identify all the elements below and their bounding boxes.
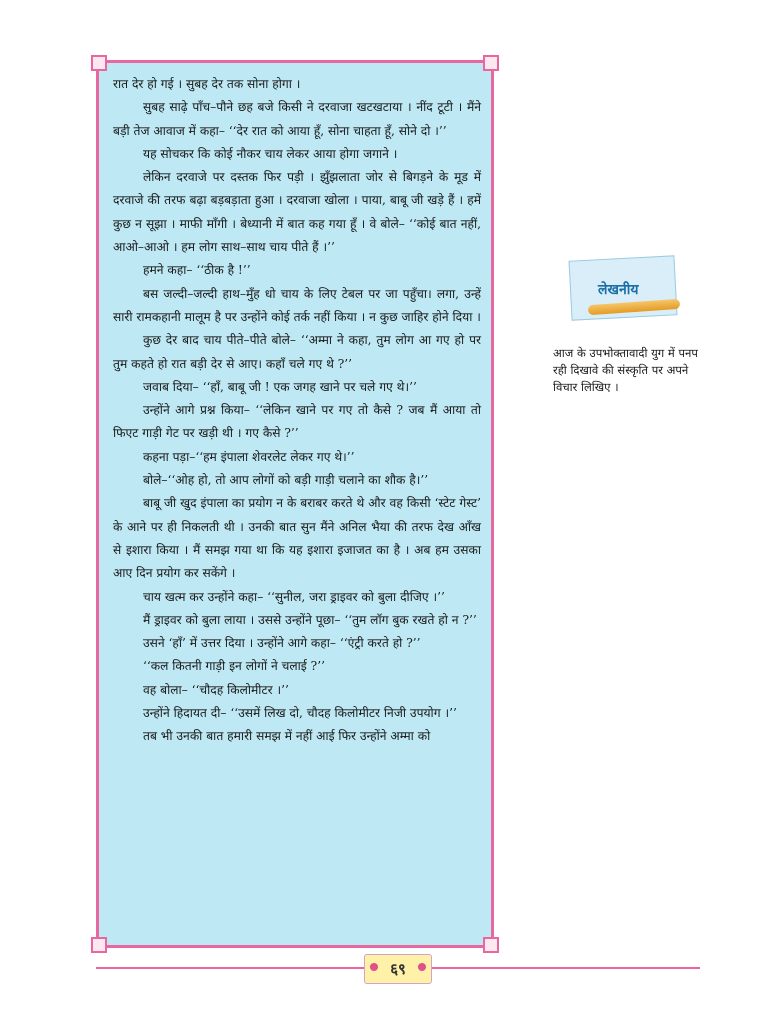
corner-ornament	[91, 55, 107, 71]
badge-label: लेखनीय	[598, 282, 639, 298]
story-paragraph: बाबू जी खुद इंपाला का प्रयोग न के बराबर करते थे और वह किसी ‘स्टेट गेस्ट’ के आने पर ही निकलती थी । उनकी बात सुन मैंने अनिल भैया की तरफ देख आँख से इशारा किया । मैं समझ गया था कि यह इशारा इजाजत का है । अब हम उसका आए दिन प्रयोग कर सकेंगे ।	[113, 496, 481, 581]
footer-rule-left	[96, 967, 364, 969]
story-paragraph: उसने ‘हाँ’ में उत्तर दिया । उन्होंने आगे कहा– ‘‘एंट्री करते हो ?’’	[143, 636, 421, 651]
story-paragraph: कुछ देर बाद चाय पीते–पीते बोले– ‘‘अम्मा ने कहा, तुम लोग आ गए हो पर तुम कहते हो रात बड़ी देर से आए। कहाँ चले गए थे ?’’	[113, 333, 481, 371]
story-body	[113, 73, 481, 749]
story-paragraph: बस जल्दी–जल्दी हाथ–मुँह धो चाय के लिए टेबल पर जा पहुँचा। लगा, उन्हें सारी रामकहानी मालूम है पर उन्होंने कोई तर्क नहीं किया । न कुछ जाहिर होने दिया ।	[113, 286, 481, 324]
story-paragraph: सुबह साढ़े पाँच–पौने छह बजे किसी ने दरवाजा खटखटाया । नींद टूटी । मैंने बड़ी तेज आवाज में कहा– ‘‘देर रात को आया हूँ, सोना चाहता हूँ, सोने दो ।’’	[113, 100, 481, 138]
story-paragraph: मैं ड्राइवर को बुला लाया । उससे उन्होंने पूछा– ‘‘तुम लॉग बुक रखते हो न ?’’	[143, 612, 477, 627]
story-paragraph: हमने कहा– ‘‘ठीक है !’’	[143, 263, 251, 278]
flower-icon	[370, 963, 378, 971]
story-paragraph: ‘‘कल कितनी गाड़ी इन लोगों ने चलाई ?’’	[143, 659, 325, 674]
story-paragraph: यह सोचकर कि कोई नौकर चाय लेकर आया होगा जगाने ।	[143, 146, 398, 161]
page-number-badge	[364, 954, 432, 984]
story-paragraph: वह बोला– ‘‘चौदह किलोमीटर ।’’	[143, 682, 289, 697]
side-note-text: आज के उपभोक्तावादी युग में पनप रही दिखावे की संस्कृति पर अपने विचार लिखिए ।	[553, 346, 698, 394]
story-paragraph: चाय खत्म कर उन्होंने कहा– ‘‘सुनील, जरा ड्राइवर को बुला दीजिए ।’’	[143, 589, 445, 604]
story-paragraph: रात देर हो गई । सुबह देर तक सोना होगा ।	[113, 77, 301, 91]
corner-ornament	[483, 55, 499, 71]
story-paragraph: लेकिन दरवाजे पर दस्तक फिर पड़ी । झुँझलाता जोर से बिगड़ने के मूड में दरवाजे की तरफ बढ़ा बड़बड़ाता हुआ । दरवाजा खोला । पाया, बाबू जी खड़े हैं । हमें कुछ न सूझा । माफी माँगी । बेध्यानी में बात कह गया हूँ । वे बोले– ‘‘कोई बात नहीं, आओ–आओ । हम लोग साथ–साथ चाय पीते हैं ।’’	[113, 170, 481, 255]
page-number: ६९	[390, 960, 406, 978]
footer-rule-right	[430, 967, 700, 969]
story-text-box	[96, 60, 494, 948]
story-paragraph: जवाब दिया– ‘‘हाँ, बाबू जी ! एक जगह खाने पर चले गए थे।’’	[143, 379, 417, 394]
lekhaniya-badge	[570, 258, 680, 324]
story-paragraph: कहना पड़ा–‘‘हम इंपाला शेवरलेट लेकर गए थे।’’	[143, 449, 355, 464]
story-paragraph: उन्होंने आगे प्रश्न किया– ‘‘लेकिन खाने पर गए तो कैसे ? जब मैं आया तो फिएट गाड़ी गेट पर खड़ी थी । गए कैसे ?’’	[113, 403, 481, 441]
flower-icon	[418, 963, 426, 971]
story-paragraph: तब भी उनकी बात हमारी समझ में नहीं आई फिर उन्होंने अम्मा को	[143, 729, 431, 744]
corner-ornament	[483, 937, 499, 953]
story-paragraph: बोले–‘‘ओह हो, तो आप लोगों को बड़ी गाड़ी चलाने का शौक है।’’	[143, 473, 429, 488]
story-paragraph: उन्होंने हिदायत दी– ‘‘उसमें लिख दो, चौदह किलोमीटर निजी उपयोग ।’’	[143, 706, 457, 721]
corner-ornament	[91, 937, 107, 953]
